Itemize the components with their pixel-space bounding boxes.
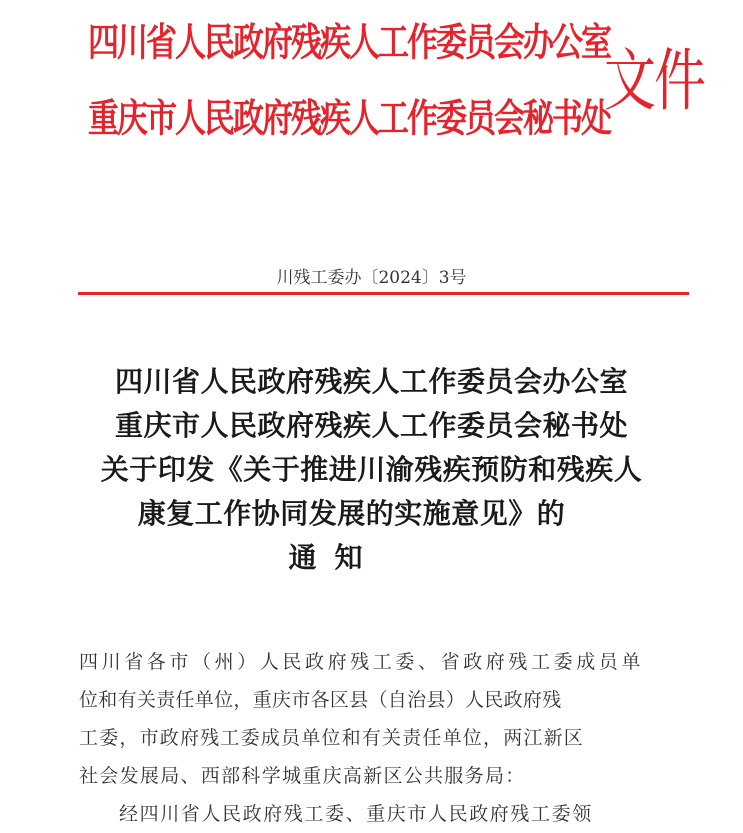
body-line: 工委，市政府残工委成员单位和有关责任单位，两江新区 [79,727,585,749]
body-line: 经四川省人民政府残工委、重庆市人民政府残工委领 [119,803,593,825]
title-line: 四川省人民政府残疾人工作委员会办公室 [114,365,628,398]
body-line: 社会发展局、西部科学城重庆高新区公共服务局： [79,765,526,787]
title-line: 关于印发《关于推进川渝残疾预防和残疾人 [100,453,643,486]
body-line: 位和有关责任单位，重庆市各区县（自治县）人民政府残 [79,689,562,711]
red-divider [78,292,689,295]
title-line: 康复工作协同发展的实施意见》的 [137,497,566,530]
title-line: 重庆市人民政府残疾人工作委员会秘书处 [114,409,628,442]
body-line: 四川省各市（州）人民政府残工委、省政府残工委成员单 [79,651,645,673]
issuer-line-sichuan: 四川省人民政府残疾人工作委员会办公室 [88,20,610,66]
document-number: 川残工委办〔2024〕3号 [276,268,467,288]
document-title [0,360,743,580]
body-text [79,643,679,833]
issuer-line-chongqing: 重庆市人民政府残疾人工作委员会秘书处 [88,96,610,142]
document-word: 文件 [604,42,705,121]
title-notice-word: 通知 [288,541,381,574]
